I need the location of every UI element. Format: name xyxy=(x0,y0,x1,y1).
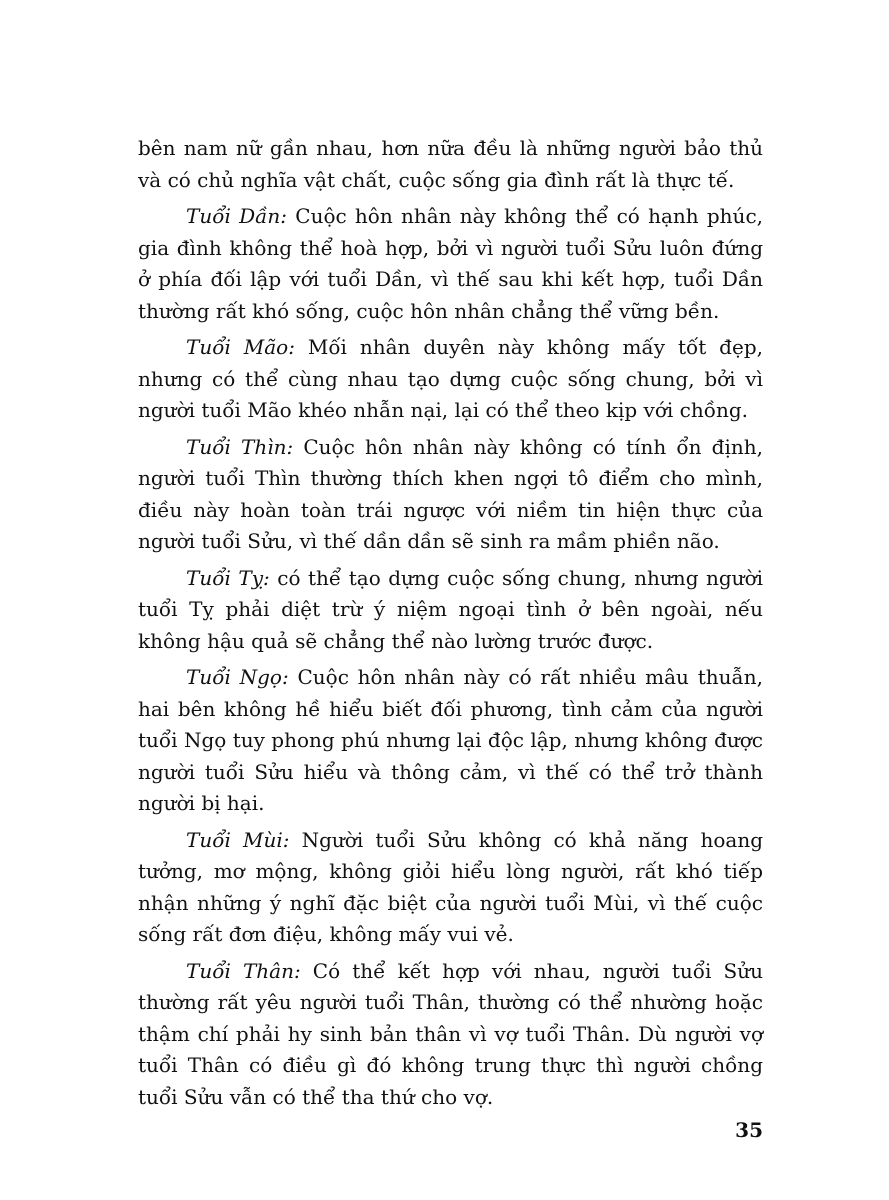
paragraph-text: Cuộc hôn nhân này có rất nhiều mâu thuẫn, hai bên không hề hiểu biết đối phương, tình cảm của người tuổi Ngọ tuy phong phú nhưng lại độc lập, nhưng không được người tuổi Sửu hiểu và thông cảm, vì thế có thể trở thành người bị hại. xyxy=(138,665,763,815)
paragraph-term: Tuổi Thìn: xyxy=(186,434,294,459)
paragraph-tuoi-ty xyxy=(138,563,763,658)
paragraph-term: Tuổi Tỵ: xyxy=(186,565,270,590)
paragraph-text: Cuộc hôn nhân này không thể có hạnh phúc, gia đình không thể hoà hợp, bởi vì người tuổi Sửu luôn đứng ở phía đối lập với tuổi Dần, vì thế sau khi kết hợp, tuổi Dần thường rất khó sống, cuộc hôn nhân chẳng thể vững bền. xyxy=(138,204,763,323)
paragraph-text: Người tuổi Sửu không có khả năng hoang tưởng, mơ mộng, không giỏi hiểu lòng người, rất khó tiếp nhận những ý nghĩ đặc biệt của người tuổi Mùi, vì thế cuộc sống rất đơn điệu, không mấy vui vẻ. xyxy=(138,827,763,946)
paragraph-continuation xyxy=(138,133,763,196)
paragraph-tuoi-dan xyxy=(138,201,763,327)
paragraph-text: Có thể kết hợp với nhau, người tuổi Sửu thường rất yêu người tuổi Thân, thường có thể nhường hoặc thậm chí phải hy sinh bản thân vì vợ tuổi Thân. Dù người vợ tuổi Thân có điều gì đó không trung thực thì người chồng tuổi Sửu vẫn có thể tha thứ cho vợ. xyxy=(138,958,763,1109)
paragraph-text: Cuộc hôn nhân này không có tính ổn định, người tuổi Thìn thường thích khen ngợi tô điểm cho mình, điều này hoàn toàn trái ngược với niềm tin hiện thực của người tuổi Sửu, vì thế dần dần sẽ sinh ra mầm phiền não. xyxy=(138,434,763,553)
paragraph-tuoi-thin xyxy=(138,432,763,558)
paragraph-tuoi-mui xyxy=(138,825,763,951)
body-text xyxy=(138,133,763,1118)
page-number: 35 xyxy=(735,1118,763,1142)
paragraph-tuoi-mao xyxy=(138,332,763,427)
paragraph-term: Tuổi Mão: xyxy=(186,335,295,359)
paragraph-tuoi-than xyxy=(138,956,763,1114)
paragraph-text: Mối nhân duyên này không mấy tốt đẹp, nhưng có thể cùng nhau tạo dựng cuộc sống chung, bởi vì người tuổi Mão khéo nhẫn nại, lại có thể theo kịp với chồng. xyxy=(138,335,763,422)
paragraph-text: có thể tạo dựng cuộc sống chung, nhưng người tuổi Tỵ phải diệt trừ ý niệm ngoại tình ở bên ngoài, nếu không hậu quả sẽ chẳng thể nào lường trước được. xyxy=(138,565,764,653)
paragraph-term: Tuổi Mùi: xyxy=(186,827,290,852)
paragraph-term: Tuổi Ngọ: xyxy=(186,665,289,689)
paragraph-tuoi-ngo xyxy=(138,662,763,820)
paragraph-text: bên nam nữ gần nhau, hơn nữa đều là những người bảo thủ và có chủ nghĩa vật chất, cuộc sống gia đình rất là thực tế. xyxy=(138,136,763,192)
paragraph-term: Tuổi Thân: xyxy=(186,958,301,983)
paragraph-term: Tuổi Dần: xyxy=(186,204,288,228)
